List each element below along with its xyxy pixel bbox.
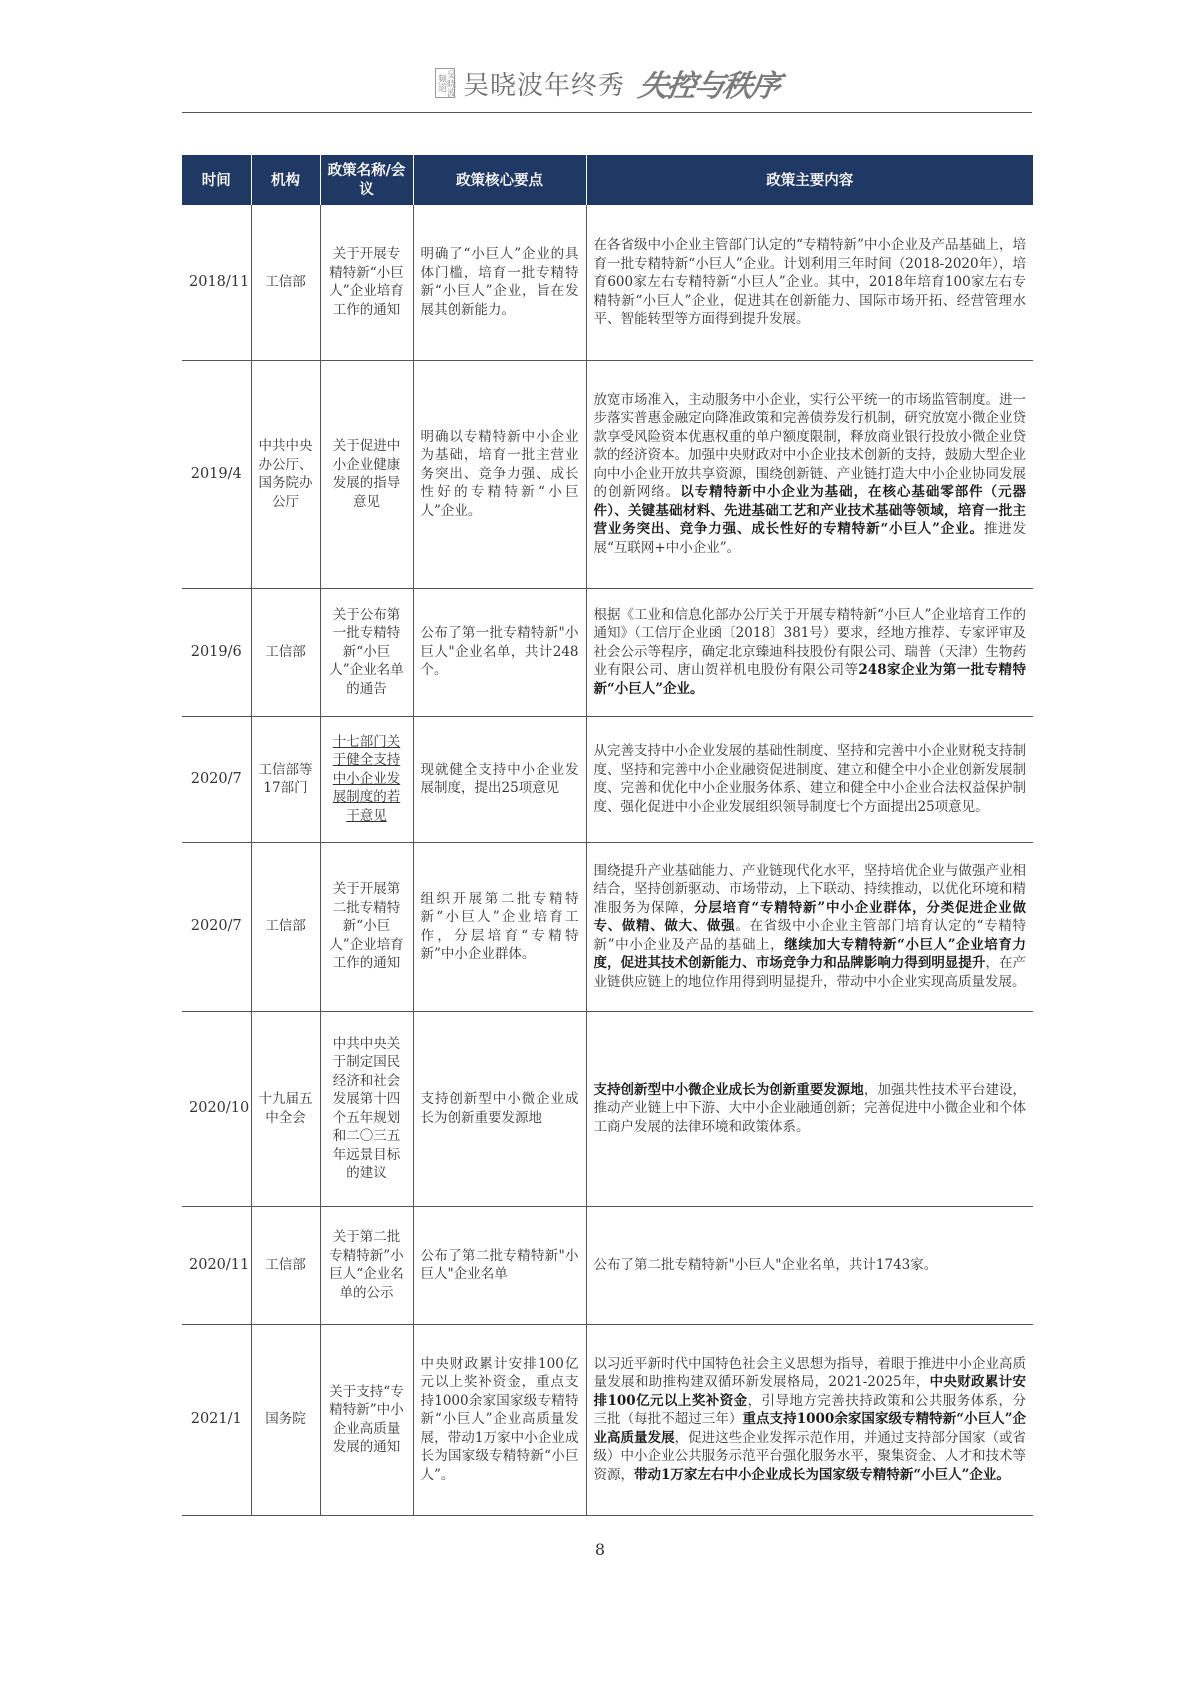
content-bold-segment: 支持创新型中小微企业成长为创新重要发源地 (593, 1081, 864, 1098)
cell-policy-name: 关于开展第二批专精特新“小巨人”企业培育工作的通知 (320, 842, 413, 1011)
content-segment: 围绕提升产业基础能力、产业链现代化水平，坚持培优企业与做强产业相结合，坚持创新驱动、市场带动，上下联动、持续推动，以优化环境和精准服务为保障， (593, 862, 1026, 916)
cell-time: 2020/10 (182, 1011, 251, 1206)
cell-org: 十九届五中全会 (251, 1011, 320, 1206)
cell-policy-name: 中共中央关于制定国民经济和社会发展第十四个五年规划和二〇三五年远景目标的建议 (320, 1011, 413, 1206)
cell-main-content (586, 1206, 1033, 1324)
cell-org: 工信部 (251, 842, 320, 1011)
cell-key-points: 现就健全支持中小企业发展制度，提出25项意见 (413, 716, 586, 842)
col-header-policy-name: 政策名称/会议 (320, 155, 413, 205)
table-row (182, 588, 1033, 716)
cell-main-content (586, 205, 1033, 360)
cell-time: 2019/6 (182, 588, 251, 716)
cell-key-points: 明确了“小巨人”企业的具体门槛，培育一批专精特新“小巨人”企业，旨在发展其创新能力。 (413, 205, 586, 360)
cell-time: 2018/11 (182, 205, 251, 360)
table-row (182, 205, 1033, 360)
cell-policy-name: 关于开展专精特新“小巨人”企业培育工作的通知 (320, 205, 413, 360)
col-header-key-points: 政策核心要点 (413, 155, 586, 205)
table-row (182, 1206, 1033, 1324)
cell-policy-name: 关于第二批专精特新”小巨人“企业名单的公示 (320, 1206, 413, 1324)
content-segment: 公布了第二批专精特新"小巨人"企业名单，共计1743家。 (593, 1256, 938, 1273)
content-segment: ，在产业链供应链上的地位作用得到明显提升，带动中小企业实现高质量发展。 (593, 955, 1027, 990)
cell-main-content (586, 588, 1033, 716)
page-header (182, 58, 1032, 108)
table-row (182, 842, 1033, 1011)
policy-table (182, 155, 1033, 1516)
cell-org: 工信部 (251, 1206, 320, 1324)
content-segment: 推进发展“互联网+中小企业”。 (593, 521, 1027, 556)
table-row (182, 716, 1033, 842)
table-row (182, 1324, 1033, 1515)
page-number: 8 (594, 1540, 606, 1559)
content-segment: ，引导地方完善扶持政策和公共服务体系，分三批（每批不超过三年） (593, 1392, 1027, 1428)
cell-policy-name: 关于支持“专精特新”中小企业高质量发展的通知 (320, 1324, 413, 1515)
content-bold-segment: 248家企业为第一批专精特新“小巨人”企业。 (593, 662, 1027, 697)
content-bold-segment: 重点支持1000余家国家级专精特新“小巨人”企业高质量发展 (593, 1411, 1026, 1446)
content-segment: 在各省级中小企业主管部门认定的“专精特新”中小企业及产品基础上，培育一批专精特新“小巨人”企业。计划利用三年时间（2018-2020年），培育600家左右专精特新“小巨人”企业。其中，2018年培育100家左右专精特新“小巨人”企业，促进其在创新能力、国际市场开拓、经营管理水平、智能转型等方面得到提升发展。 (593, 237, 1026, 327)
content-bold-segment: 分层培育“专精特新”中小企业群体，分类促进企业做专、做精、做大、做强 (593, 899, 1027, 935)
cell-key-points: 明确以专精特新中小企业为基础，培育一批主营业务突出、竞争力强、成长性好的专精特新“小巨人”企业。 (413, 360, 586, 588)
brand-title: 吴晓波年终秀 (462, 70, 625, 101)
cell-time: 2020/11 (182, 1206, 251, 1324)
table-row (182, 1011, 1033, 1206)
cell-policy-name: 十七部门关于健全支持中小企业发展制度的若干意见 (320, 716, 413, 842)
table-row (182, 360, 1033, 588)
content-bold-segment: 带动1万家左右中小企业成长为国家级专精特新“小巨人”企业。 (634, 1466, 1010, 1483)
cell-main-content (586, 842, 1033, 1011)
cell-org: 工信部 (251, 588, 320, 716)
col-header-main-content: 政策主要内容 (586, 155, 1033, 205)
content-segment: ，促进这些企业发挥示范作用，并通过支持部分国家（或省级）中小企业公共服务示范平台强化服务水平，聚集资金、人才和技术等资源， (593, 1429, 1027, 1483)
cell-key-points: 支持创新型中小微企业成长为创新重要发源地 (413, 1011, 586, 1206)
content-segment: 。在省级中小企业主管部门培育认定的“专精特新”中小企业及产品的基础上， (593, 918, 1027, 953)
cell-main-content (586, 360, 1033, 588)
cell-key-points: 组织开展第二批专精特新“小巨人”企业培育工作，分层培育“专精特新”中小企业群体。 (413, 842, 586, 1011)
cell-key-points: 公布了第一批专精特新"小巨人"企业名单，共计248个。 (413, 588, 586, 716)
content-bold-segment: 以专精特新中小企业为基础，在核心基础零部件（元器件）、关键基础材料、先进基础工艺和产业技术基础等领域，培育一批主营业务突出、竞争力强、成长性好的专精特新“小巨人”企业。 (593, 484, 1027, 538)
table-header-row (182, 155, 1033, 205)
cell-policy-name: 关于公布第一批专精特新“小巨人”企业名单的通告 (320, 588, 413, 716)
content-segment: 放宽市场准入，主动服务中小企业，实行公平统一的市场监管制度。进一步落实普惠金融定向降准政策和完善债券发行机制，研究放宽小微企业贷款享受风险资本优惠权重的单户额度限制，释放商业银行投放小微企业贷款的经济资本。加强中央财政对中小企业技术创新的支持，鼓励大型企业向中小企业开放共享资源，围绕创新链、产业链打造大中小企业协同发展的创新网络。 (593, 391, 1026, 501)
col-header-org: 机构 (251, 155, 320, 205)
cell-main-content (586, 1011, 1033, 1206)
cell-org: 国务院 (251, 1324, 320, 1515)
content-bold-segment: 中央财政累计安排100亿元以上奖补资金 (593, 1374, 1027, 1409)
cell-org: 工信部等17部门 (251, 716, 320, 842)
content-segment: 根据《工业和信息化部办公厅关于开展专精特新“小巨人”企业培育工作的通知》（工信厅企业函〔2018〕381号）要求，经地方推荐、专家评审及社会公示等程序，确定北京臻迪科技股份有限公司、瑞普（天津）生物药业有限公司、唐山贺祥机电股份有限公司等 (593, 606, 1026, 679)
content-segment: 以习近平新时代中国特色社会主义思想为指导，着眼于推进中小企业高质量发展和助推构建双循环新发展格局，2021-2025年， (593, 1355, 1026, 1391)
brand-script-logo: 失控与秩序 (636, 69, 781, 104)
cell-policy-name: 关于促进中小企业健康发展的指导意见 (320, 360, 413, 588)
brand-logo: 吴晓波频道 (435, 69, 455, 97)
content-segment: 从完善支持中小企业发展的基础性制度、坚持和完善中小企业财税支持制度、坚持和完善中小企业融资促进制度、建立和健全中小企业创新发展制度、完善和优化中小企业服务体系、建立和健全中小企业合法权益保护制度、强化促进中小企业发展组织领导制度七个方面提出25项意见。 (593, 743, 1026, 815)
cell-time: 2019/4 (182, 360, 251, 588)
cell-main-content (586, 716, 1033, 842)
cell-org: 中共中央办公厅、国务院办公厅 (251, 360, 320, 588)
cell-key-points: 中央财政累计安排100亿元以上奖补资金，重点支持1000余家国家级专精特新“小巨人”企业高质量发展，带动1万家中小企业成长为国家级专精特新“小巨人”。 (413, 1324, 586, 1515)
content-segment: ，加强共性技术平台建设，推动产业链上中下游、大中小企业融通创新；完善促进中小微企业和个体工商户发展的法律环境和政策体系。 (593, 1081, 1027, 1135)
cell-key-points: 公布了第二批专精特新"小巨人"企业名单 (413, 1206, 586, 1324)
cell-org: 工信部 (251, 205, 320, 360)
content-bold-segment: 继续加大专精特新“小巨人”企业培育力度，促进其技术创新能力、市场竞争力和品牌影响力得到明显提升 (593, 936, 1027, 972)
col-header-time: 时间 (182, 155, 251, 205)
cell-time: 2020/7 (182, 842, 251, 1011)
cell-time: 2020/7 (182, 716, 251, 842)
cell-time: 2021/1 (182, 1324, 251, 1515)
header-rule (182, 112, 1032, 113)
cell-main-content (586, 1324, 1033, 1515)
